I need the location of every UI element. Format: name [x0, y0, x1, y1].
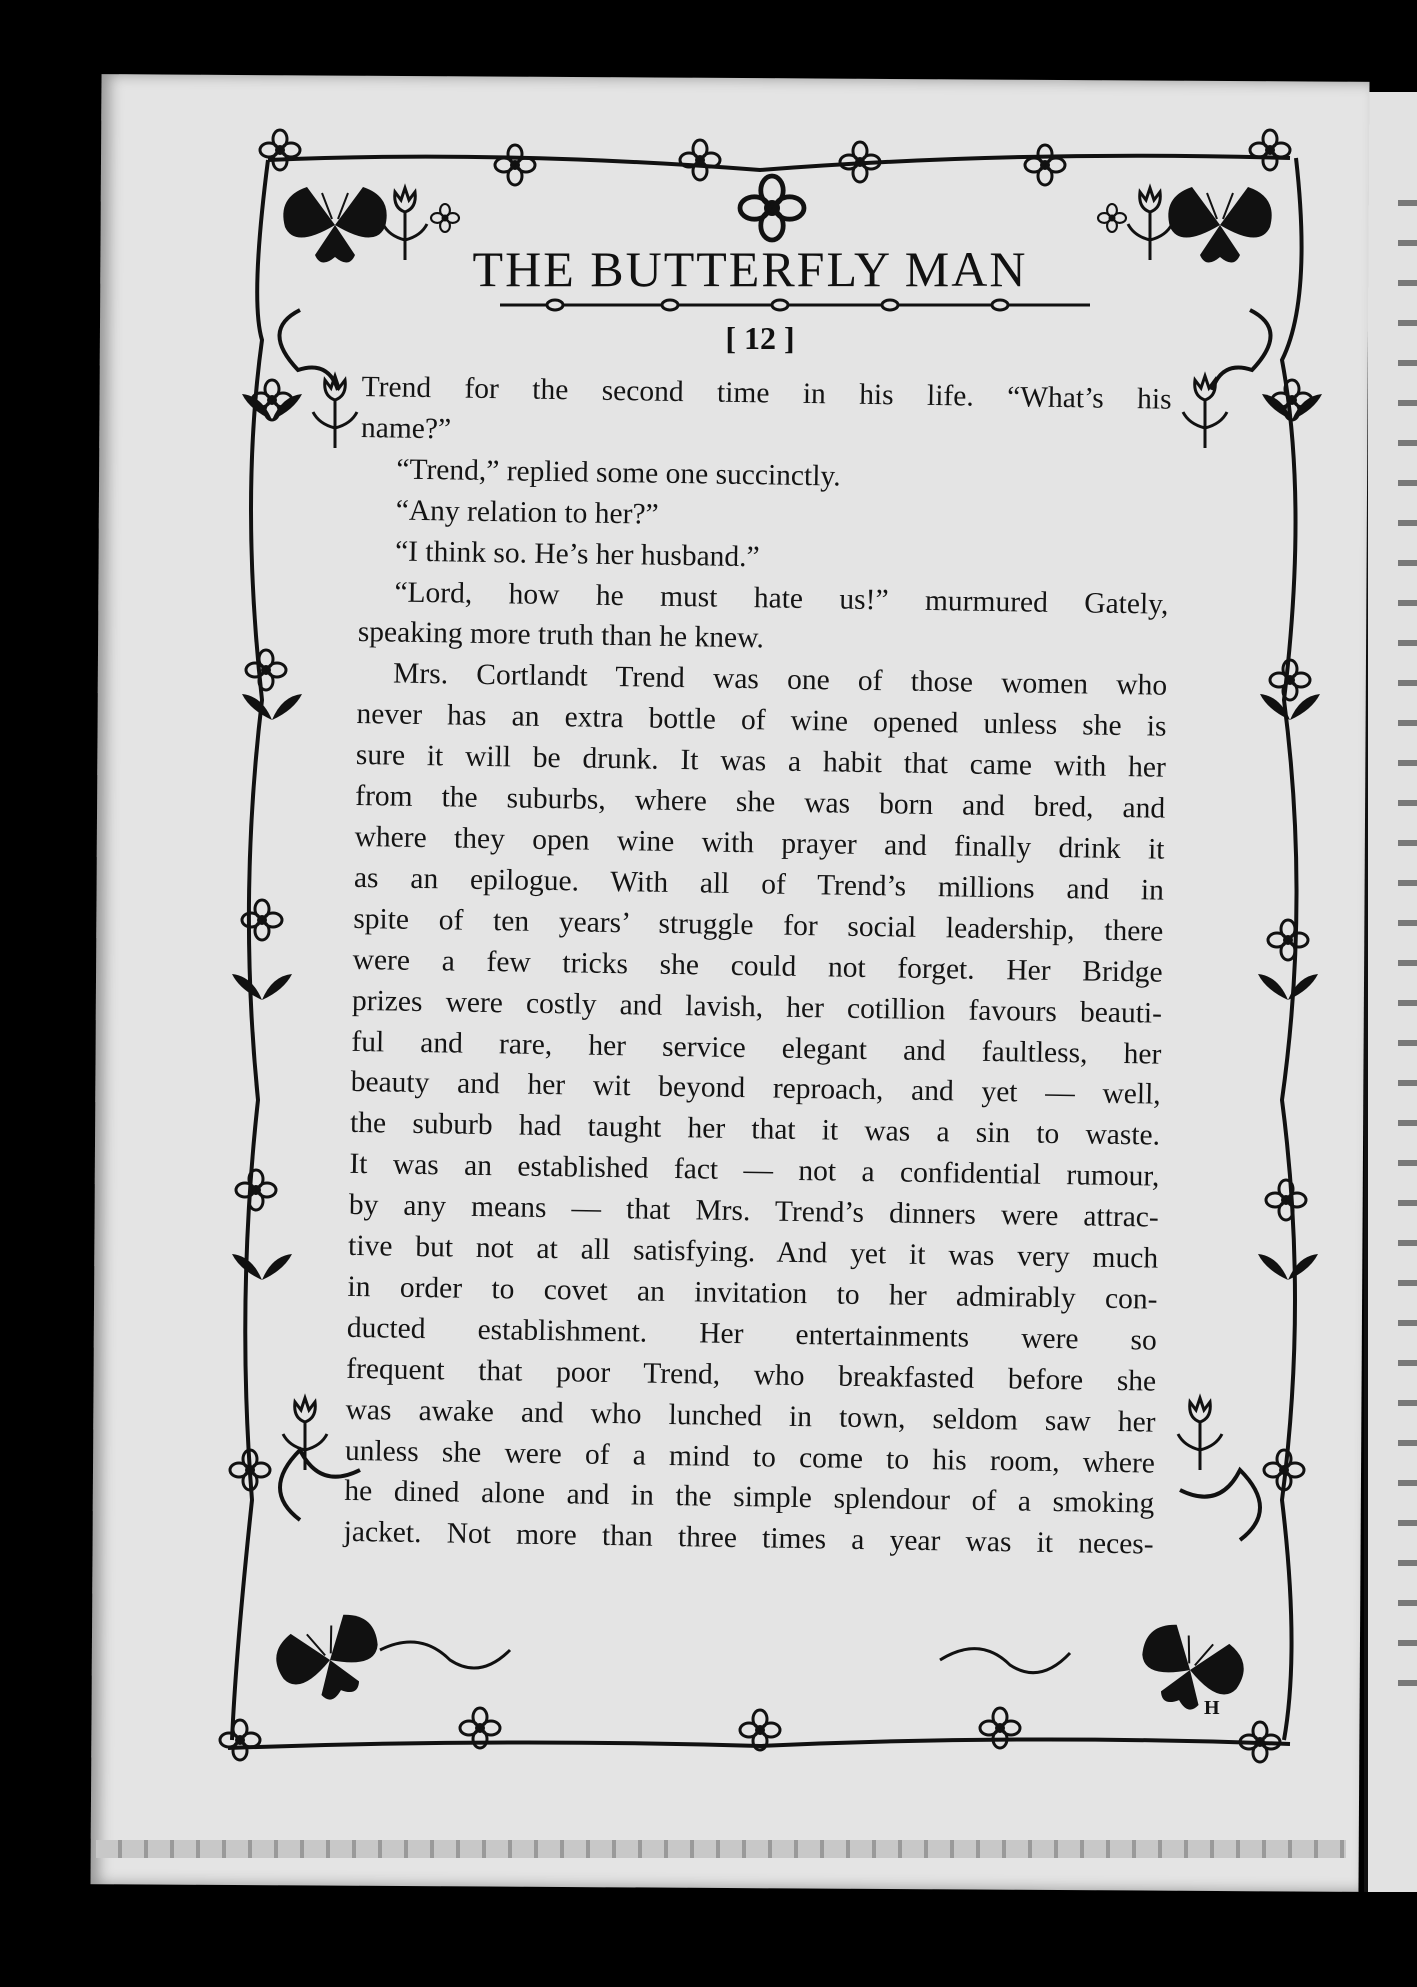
text-line: was awake and who lunched in town, seldom saw her: [345, 1393, 1156, 1439]
text-line: It was an established fact — not a confidential rumour,: [349, 1148, 1160, 1193]
text-line: prizes were costly and lavish, her cotillion favours beauti-: [351, 984, 1163, 1030]
text-line: “Any relation to her?”: [395, 494, 659, 531]
text-line: beauty and her wit beyond reproach, and yet — well,: [350, 1066, 1161, 1112]
top-vine: [268, 156, 1290, 170]
text-line: by any means — that Mrs. Trend’s dinners were attrac-: [348, 1189, 1159, 1234]
running-title: THE BUTTERFLY MAN: [472, 241, 1028, 297]
text-line: were a few tricks she could not forget. Her Bridge: [352, 943, 1163, 989]
text-line: name?”: [360, 411, 452, 446]
butterfly-icon: [1168, 187, 1271, 263]
text-line: where they open wine with prayer and finally drink it: [354, 820, 1165, 866]
text-line: in order to covet an invitation to her admirably con-: [347, 1270, 1158, 1316]
text-line: he dined alone and in the simple splendour of a smoking: [344, 1475, 1155, 1521]
text-line: sure it will be drunk. It was a habit that came with her: [355, 739, 1167, 784]
butterfly-icon: [268, 1607, 1251, 1723]
vine-icon: [380, 1642, 1070, 1673]
flower-rosette-icon: [220, 1708, 1280, 1762]
rose-icon: [740, 176, 804, 240]
text-line: from the suburbs, where she was born and bred, and: [355, 780, 1166, 825]
flower-rosette-icon: [260, 130, 1290, 232]
text-line: frequent that poor Trend, who breakfasted before she: [346, 1352, 1157, 1398]
artist-mark: H: [1204, 1697, 1220, 1719]
text-line: “Trend,” replied some one succinctly.: [396, 453, 841, 493]
text-line: spite of ten years’ struggle for social leadership, there: [353, 902, 1164, 948]
bottom-vine: [228, 1739, 1290, 1748]
text-line: tive but not at all satisfying. And yet it was very much: [347, 1229, 1159, 1275]
text-line: unless she were of a mind to come to his room, where: [344, 1434, 1156, 1480]
text-line: ducted establishment. Her entertainments were so: [346, 1311, 1158, 1357]
text-line: jacket. Not more than three times a year was it neces-: [343, 1516, 1154, 1561]
text-line: Mrs. Cortlandt Trend was one of those women who: [392, 657, 1168, 703]
text-line: as an epilogue. With all of Trend’s millions and in: [353, 861, 1165, 907]
text-line: the suburb had taught her that it was a sin to waste.: [349, 1107, 1161, 1152]
body-text: [343, 367, 1172, 1566]
butterfly-icon: [283, 187, 386, 263]
text-line: “Lord, how he must hate us!” murmured Gately,: [394, 576, 1169, 621]
text-line: Trend for the second time in his life. “What’s his: [361, 370, 1172, 416]
page-number: [ 12 ]: [725, 320, 795, 356]
text-line: speaking more truth than he knew.: [357, 616, 765, 655]
text-line: “I think so. He’s her husband.”: [394, 535, 760, 573]
text-line: ful and rare, her service elegant and faultless, her: [351, 1025, 1162, 1071]
text-line: never has an extra bottle of wine opened unless she is: [356, 698, 1167, 743]
